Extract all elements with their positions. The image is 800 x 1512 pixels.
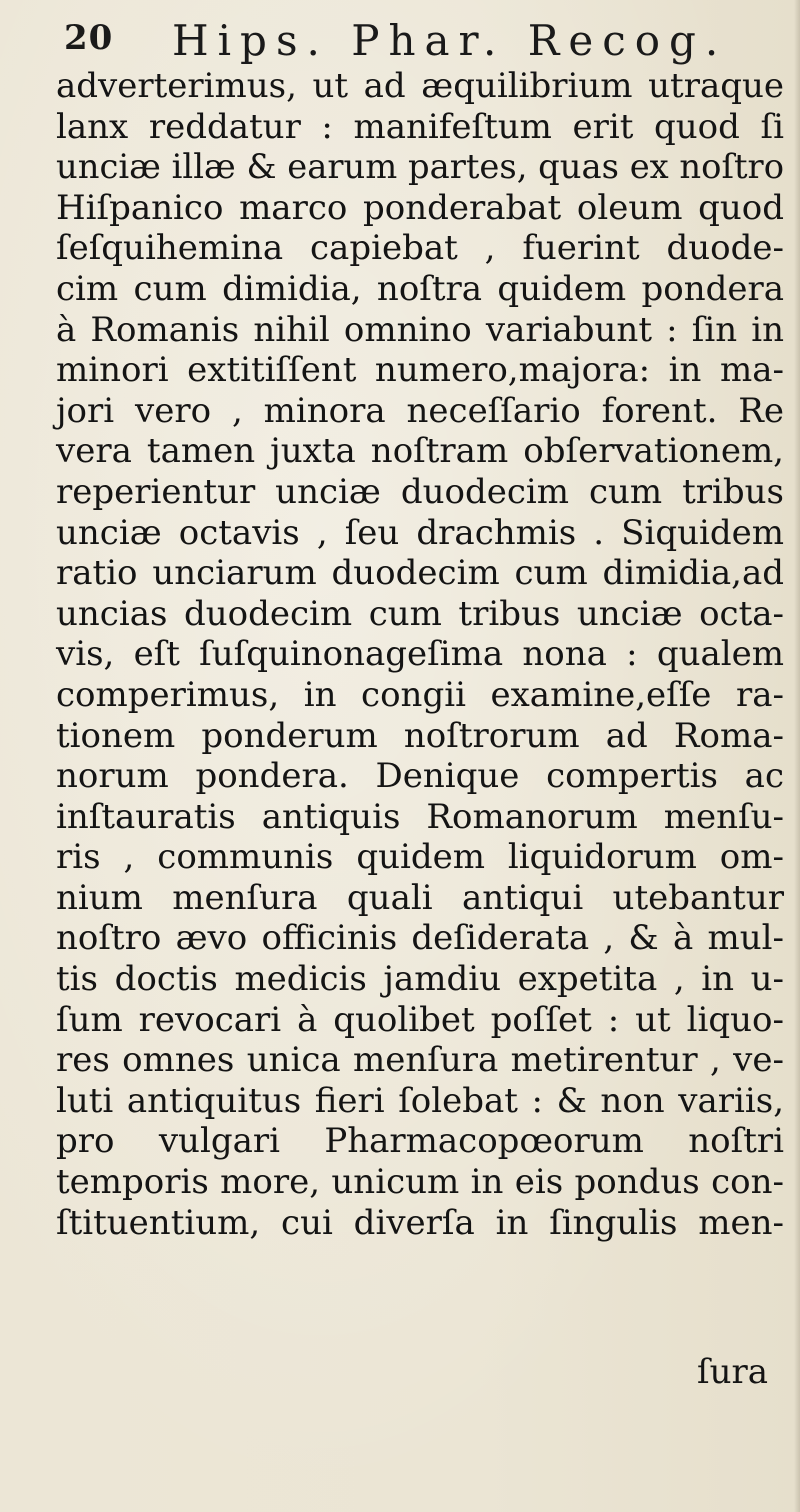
text-line: noſtro ævo officinis deſiderata , & à mul-	[56, 918, 784, 959]
text-line: norum pondera. Denique compertis ac	[56, 756, 784, 797]
text-line: unciæ octavis , ſeu drachmis . Siquidem	[56, 512, 784, 553]
text-line: minori extitiſſent numero,majora: in ma-	[56, 350, 784, 391]
body-text	[56, 66, 784, 1243]
text-line: vis, eſt ſuſquinonageſima nona : qualem	[56, 634, 784, 675]
text-line: cim cum dimidia, noſtra quidem pondera	[56, 268, 784, 309]
text-line: ris , communis quidem liquidorum om-	[56, 837, 784, 878]
text-line: Hiſpanico marco ponderabat oleum quod	[56, 187, 784, 228]
text-line: tis doctis medicis jamdiu expetita , in u-	[56, 959, 784, 1000]
text-line: nium menſura quali antiqui utebantur	[56, 877, 784, 918]
text-line: luti antiquitus fieri ſolebat : & non variis,	[56, 1080, 784, 1121]
text-line: pro vulgari Pharmacopœorum noſtri	[56, 1121, 784, 1162]
page-header	[60, 12, 780, 74]
text-line: temporis more, unicum in eis pondus con-	[56, 1162, 784, 1203]
text-line: reperientur unciæ duodecim cum tribus	[56, 471, 784, 512]
text-line: lanx reddatur : manifeſtum erit quod ſi	[56, 106, 784, 147]
text-line: jori vero , minora neceſſario forent. Re	[56, 390, 784, 431]
text-line: comperimus, in congii examine,eſſe ra-	[56, 674, 784, 715]
running-head: Hips. Phar. Recog.	[172, 16, 728, 65]
text-line: uncias duodecim cum tribus unciæ octa-	[56, 593, 784, 634]
text-line: ſum revocari à quolibet poſſet : ut liquo-	[56, 999, 784, 1040]
text-line: ſeſquihemina capiebat , fuerint duode-	[56, 228, 784, 269]
text-line: unciæ illæ & earum partes, quas ex noſtro	[56, 147, 785, 188]
catchword: ſura	[696, 1352, 768, 1392]
text-line: adverterimus, ut ad æquilibrium utraque	[56, 66, 784, 106]
text-line: à Romanis nihil omnino variabunt : ſin in	[56, 309, 784, 350]
text-line: res omnes unica menſura metirentur , ve-	[56, 1040, 784, 1081]
page-number: 20	[64, 18, 114, 58]
text-line: inſtauratis antiquis Romanorum menſu-	[56, 796, 784, 837]
text-line: ratio unciarum duodecim cum dimidia,ad	[56, 553, 784, 594]
text-line: tionem ponderum noſtrorum ad Roma-	[56, 715, 784, 756]
page-edge-shadow	[794, 0, 800, 1512]
text-line: vera tamen juxta noſtram obſervationem,	[56, 431, 784, 472]
text-line: ſtituentium, cui diverſa in ſingulis men-	[56, 1202, 784, 1243]
